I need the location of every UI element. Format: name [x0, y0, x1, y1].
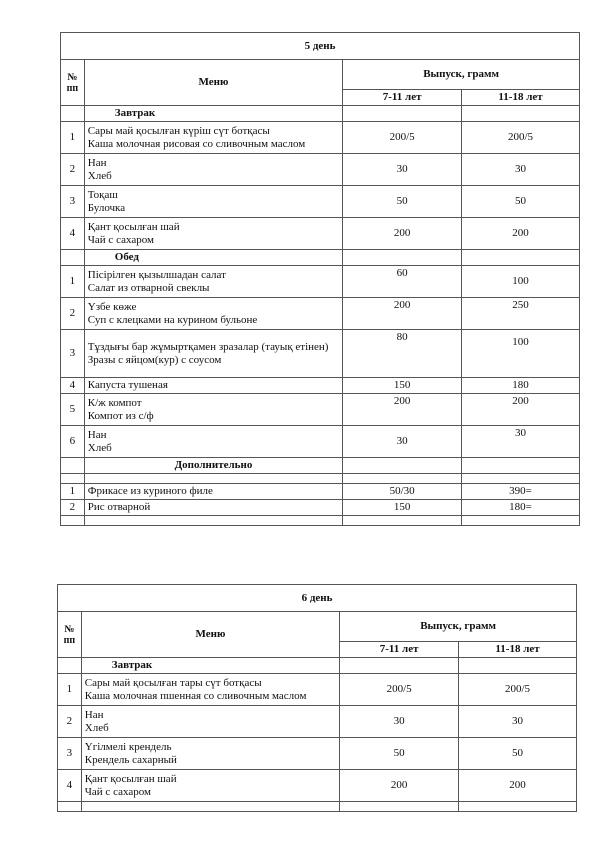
day5-lunch-section: Обед — [84, 250, 342, 266]
portion-11-18: 390= — [462, 484, 580, 500]
portion-11-18: 180 — [462, 378, 580, 394]
portion-11-18: 50 — [462, 186, 580, 218]
dish-name: Сары май қосылған күріш сүт ботқасы Каша молочная рисовая со сливочным маслом — [84, 122, 342, 154]
dish-name: Пісірілген қызылшадан салат Салат из отварной свеклы — [84, 266, 342, 298]
portion-7-11: 30 — [343, 154, 462, 186]
table-row — [61, 330, 580, 378]
portion-11-18: 50 — [459, 738, 577, 770]
portion-11-18: 200/5 — [462, 122, 580, 154]
dish-name: Нан Хлеб — [84, 426, 342, 458]
portion-7-11: 200 — [343, 298, 462, 330]
portion-11-18: 30 — [462, 426, 580, 458]
day6-menu-header: Меню — [81, 612, 339, 658]
table-row — [61, 122, 580, 154]
day5-breakfast-section: Завтрак — [84, 106, 342, 122]
table-row — [61, 426, 580, 458]
portion-7-11: 150 — [343, 378, 462, 394]
table-row — [61, 266, 580, 298]
row-num: 4 — [61, 378, 85, 394]
row-num: 5 — [61, 394, 85, 426]
dish-name: Үгілмелі крендель Крендель сахарный — [81, 738, 339, 770]
day5-age-b: 11-18 лет — [462, 90, 580, 106]
day5-extra-section: Дополнительно — [84, 458, 342, 474]
portion-11-18: 30 — [459, 706, 577, 738]
portion-11-18: 180= — [462, 500, 580, 516]
dish-name: Қант қосылған шай Чай с сахаром — [84, 218, 342, 250]
row-num: 6 — [61, 426, 85, 458]
row-num: 2 — [61, 154, 85, 186]
portion-11-18: 200 — [462, 394, 580, 426]
row-num: 3 — [61, 330, 85, 378]
row-num: 1 — [61, 484, 85, 500]
table-row — [61, 154, 580, 186]
day6-num-header: № пп — [58, 612, 82, 658]
day6-breakfast-section: Завтрак — [81, 658, 339, 674]
portion-7-11: 200/5 — [340, 674, 459, 706]
dish-name: Тұздығы бар жұмыртқамен зразалар (тауық етінен) Зразы с яйцом(кур) с соусом — [84, 330, 342, 378]
portion-7-11: 50/30 — [343, 484, 462, 500]
dish-name: Нан Хлеб — [81, 706, 339, 738]
row-num: 4 — [61, 218, 85, 250]
portion-7-11: 50 — [343, 186, 462, 218]
dish-name: Қант қосылған шай Чай с сахаром — [81, 770, 339, 802]
row-num: 1 — [61, 122, 85, 154]
portion-7-11: 200 — [343, 218, 462, 250]
day6-age-b: 11-18 лет — [459, 642, 577, 658]
portion-7-11: 60 — [343, 266, 462, 298]
portion-7-11: 30 — [340, 706, 459, 738]
table-row — [61, 298, 580, 330]
dish-name: Фрикасе из куриного филе — [84, 484, 342, 500]
portion-11-18: 250 — [462, 298, 580, 330]
row-num: 1 — [58, 674, 82, 706]
table-row — [61, 394, 580, 426]
row-num: 2 — [61, 298, 85, 330]
row-num: 1 — [61, 266, 85, 298]
portion-11-18: 100 — [462, 330, 580, 378]
dish-name: Рис отварной — [84, 500, 342, 516]
portion-11-18: 200 — [459, 770, 577, 802]
dish-name: Капуста тушеная — [84, 378, 342, 394]
portion-11-18: 30 — [462, 154, 580, 186]
table-row — [61, 218, 580, 250]
row-num: 3 — [61, 186, 85, 218]
portion-7-11: 200 — [340, 770, 459, 802]
portion-7-11: 150 — [343, 500, 462, 516]
portion-7-11: 30 — [343, 426, 462, 458]
table-row — [61, 186, 580, 218]
day5-menu-table — [60, 32, 580, 526]
table-row — [61, 378, 580, 394]
day5-output-header: Выпуск, грамм — [343, 60, 580, 90]
portion-7-11: 50 — [340, 738, 459, 770]
table-row — [58, 738, 577, 770]
table-row — [58, 706, 577, 738]
day5-title: 5 день — [61, 33, 580, 60]
day6-output-header: Выпуск, грамм — [340, 612, 577, 642]
portion-7-11: 200/5 — [343, 122, 462, 154]
day5-num-header: № пп — [61, 60, 85, 106]
day6-age-a: 7-11 лет — [340, 642, 459, 658]
dish-name: Тоқаш Булочка — [84, 186, 342, 218]
portion-11-18: 200/5 — [459, 674, 577, 706]
portion-7-11: 200 — [343, 394, 462, 426]
day6-title: 6 день — [58, 585, 577, 612]
dish-name: Сары май қосылған тары сүт ботқасы Каша молочная пшенная со сливочным маслом — [81, 674, 339, 706]
portion-11-18: 200 — [462, 218, 580, 250]
table-row — [58, 674, 577, 706]
day5-menu-header: Меню — [84, 60, 342, 106]
row-num: 3 — [58, 738, 82, 770]
table-row — [58, 770, 577, 802]
portion-11-18: 100 — [462, 266, 580, 298]
portion-7-11: 80 — [343, 330, 462, 378]
row-num: 4 — [58, 770, 82, 802]
day6-menu-table — [57, 584, 577, 812]
day5-age-a: 7-11 лет — [343, 90, 462, 106]
row-num: 2 — [58, 706, 82, 738]
dish-name: Үзбе көже Суп с клецками на курином бульоне — [84, 298, 342, 330]
row-num: 2 — [61, 500, 85, 516]
table-row — [61, 484, 580, 500]
table-row — [61, 500, 580, 516]
dish-name: Нан Хлеб — [84, 154, 342, 186]
dish-name: К/ж компот Компот из с/ф — [84, 394, 342, 426]
